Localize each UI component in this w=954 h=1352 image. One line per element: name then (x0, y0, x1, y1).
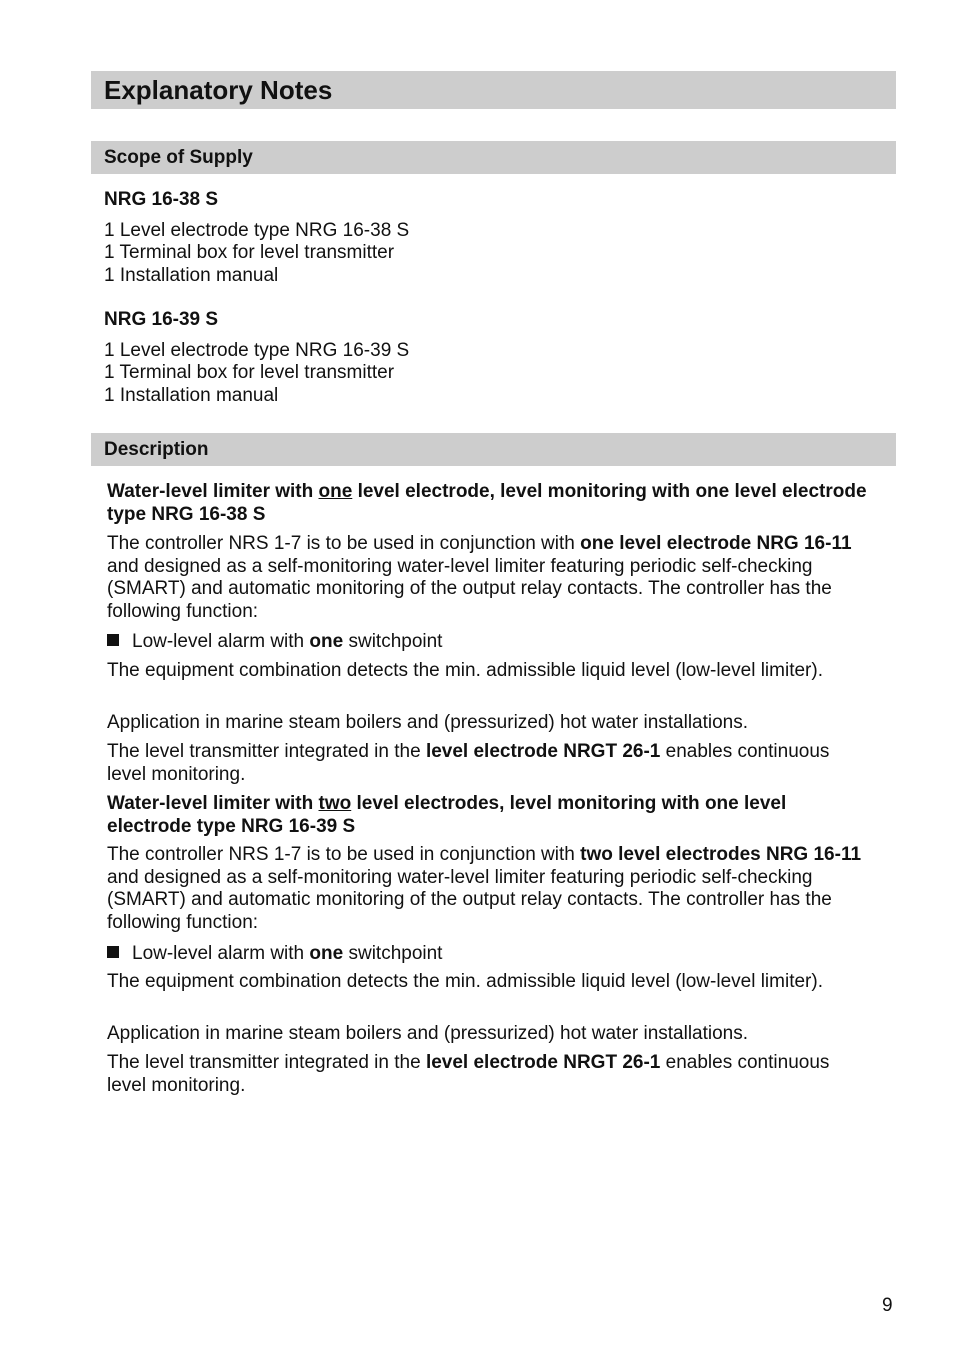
bullet-text: Low-level alarm with (132, 631, 310, 652)
page-number: 9 (882, 1295, 893, 1316)
heading-text: Water-level limiter with (107, 481, 319, 502)
bullet-emphasis: one (309, 631, 344, 652)
paragraph (107, 844, 867, 935)
scope-item: 1 Installation manual (104, 385, 279, 407)
subsection-heading (107, 793, 867, 838)
bullet-emphasis: one (309, 943, 344, 964)
scope-group-nrg-16-38 (104, 189, 409, 288)
heading-text: level electrodes, level monitoring with one level electrode type NRG 16-39 S (107, 793, 787, 837)
paragraph-text: enables continuous level monitoring. (107, 741, 830, 785)
paragraph: The equipment combination detects the min. admissible liquid level (low-level limiter). (107, 660, 823, 681)
paragraph-text: The level transmitter integrated in the (107, 741, 426, 762)
paragraph: Application in marine steam boilers and (pressurized) hot water installations. (107, 712, 749, 733)
scope-group-nrg-16-39 (104, 309, 409, 408)
scope-group-title: NRG 16-39 S (104, 309, 219, 330)
scope-item: 1 Installation manual (104, 265, 279, 287)
heading-text: level electrode, level monitoring with one level electrode type NRG 16-38 S (107, 481, 867, 525)
paragraph-emphasis: one level electrode NRG 16-11 (580, 533, 852, 554)
heading-emphasis: two (318, 793, 352, 814)
paragraph (107, 1052, 867, 1097)
page-title: Explanatory Notes (91, 71, 896, 109)
paragraph-emphasis: level electrode NRGT 26-1 (425, 1052, 661, 1073)
paragraph-emphasis: two level electrodes NRG 16-11 (580, 844, 862, 865)
heading-emphasis: one (318, 481, 353, 502)
scope-group-title: NRG 16-38 S (104, 189, 219, 210)
bullet-text: Low-level alarm with (132, 943, 310, 964)
paragraph (107, 741, 867, 786)
bullet-square-icon (107, 946, 119, 958)
paragraph-text: The controller NRS 1-7 is to be used in conjunction with (107, 533, 581, 554)
scope-section-heading: Scope of Supply (91, 141, 896, 174)
description-section-heading: Description (91, 433, 896, 466)
scope-item: 1 Level electrode type NRG 16-39 S (104, 339, 410, 361)
paragraph-text: and designed as a self-monitoring water-level limiter featuring periodic self-checking (SMART) and automatic monitoring of the output relay contacts. The controller has the following function: (107, 866, 832, 934)
paragraph-text: enables continuous level monitoring. (107, 1052, 830, 1096)
bullet-text: switchpoint (343, 943, 443, 964)
scope-item: 1 Terminal box for level transmitter (104, 362, 395, 384)
bullet-square-icon (107, 634, 119, 646)
scope-item: 1 Terminal box for level transmitter (104, 242, 395, 264)
bullet-item (107, 630, 442, 653)
heading-text: Water-level limiter with (107, 793, 319, 814)
bullet-text: switchpoint (343, 631, 443, 652)
subsection-heading (107, 481, 867, 526)
paragraph: Application in marine steam boilers and (pressurized) hot water installations. (107, 1023, 749, 1044)
paragraph-text: and designed as a self-monitoring water-level limiter featuring periodic self-checking (SMART) and automatic monitoring of the output relay contacts. The controller has the following function: (107, 555, 832, 623)
paragraph (107, 533, 867, 624)
paragraph: The equipment combination detects the min. admissible liquid level (low-level limiter). (107, 971, 823, 992)
bullet-item (107, 942, 442, 965)
paragraph-text: The level transmitter integrated in the (107, 1052, 426, 1073)
paragraph-text: The controller NRS 1-7 is to be used in conjunction with (107, 844, 581, 865)
scope-item: 1 Level electrode type NRG 16-38 S (104, 219, 410, 241)
paragraph-emphasis: level electrode NRGT 26-1 (425, 741, 661, 762)
